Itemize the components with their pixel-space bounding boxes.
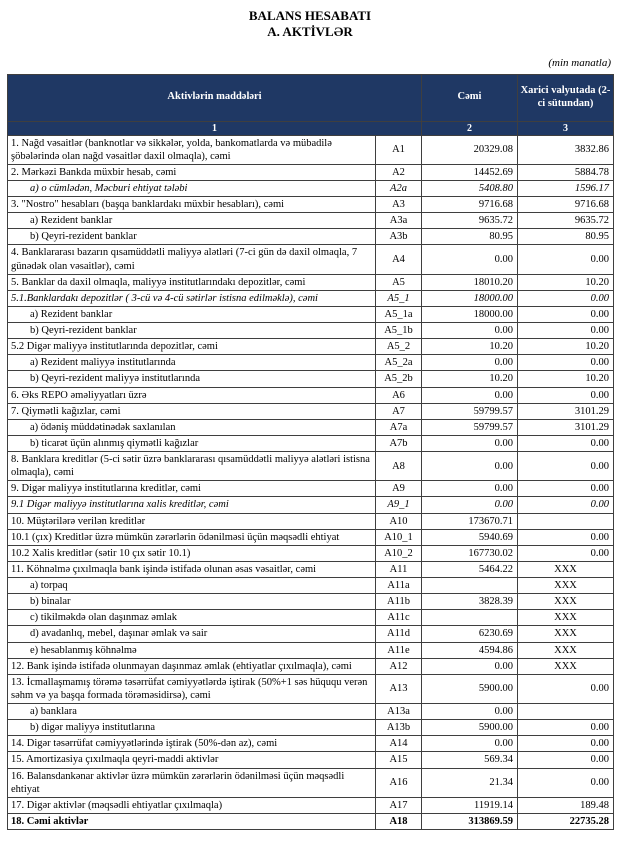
row-code: A5_2 xyxy=(376,339,422,355)
table-row xyxy=(8,704,614,720)
row-label: a) Rezident banklar xyxy=(8,213,376,229)
table-row xyxy=(8,435,614,451)
table-row xyxy=(8,274,614,290)
row-code: A13b xyxy=(376,720,422,736)
row-foreign: 10.20 xyxy=(518,339,614,355)
row-code: A5_1b xyxy=(376,323,422,339)
table-row xyxy=(8,197,614,213)
row-label: 9.1 Digər maliyyə institutlarına xalis kreditlər, cəmi xyxy=(8,497,376,513)
table-row xyxy=(8,658,614,674)
row-foreign: XXX xyxy=(518,658,614,674)
row-total: 0.00 xyxy=(422,736,518,752)
row-foreign: XXX xyxy=(518,594,614,610)
row-label: b) Qeyri-rezident banklar xyxy=(8,229,376,245)
row-code: A14 xyxy=(376,736,422,752)
table-row xyxy=(8,306,614,322)
row-label: 4. Banklararası bazarın qısamüddətli maliyyə alətləri (7-ci gün də daxil olmaqla, 7 günədək olan vəsaitlər), cəmi xyxy=(8,245,376,274)
row-label: 9. Digər maliyyə institutlarına kreditlər, cəmi xyxy=(8,481,376,497)
row-label: b) digər maliyyə institutlarına xyxy=(8,720,376,736)
row-foreign: 0.00 xyxy=(518,306,614,322)
row-foreign: 0.00 xyxy=(518,752,614,768)
row-label: 5.2 Digər maliyyə institutlarında depozitlər, cəmi xyxy=(8,339,376,355)
table-row xyxy=(8,561,614,577)
row-foreign: 0.00 xyxy=(518,355,614,371)
table-header xyxy=(8,74,614,135)
row-label: 12. Bank işində istifadə olunmayan daşınmaz əmlak (ehtiyatlar çıxılmaqla), cəmi xyxy=(8,658,376,674)
table-row xyxy=(8,452,614,481)
table-row xyxy=(8,323,614,339)
row-code: A7 xyxy=(376,403,422,419)
row-code: A2a xyxy=(376,180,422,196)
row-total: 0.00 xyxy=(422,481,518,497)
table-row xyxy=(8,513,614,529)
row-total: 18000.00 xyxy=(422,290,518,306)
row-total: 59799.57 xyxy=(422,403,518,419)
row-code: A6 xyxy=(376,387,422,403)
row-label: a) ödəniş müddətinədək saxlanılan xyxy=(8,419,376,435)
table-row xyxy=(8,720,614,736)
row-label: 7. Qiymətli kağızlar, cəmi xyxy=(8,403,376,419)
row-code: A9 xyxy=(376,481,422,497)
row-foreign: 0.00 xyxy=(518,481,614,497)
table-row xyxy=(8,642,614,658)
row-foreign: 0.00 xyxy=(518,452,614,481)
row-code: A2 xyxy=(376,164,422,180)
row-label: b) Qeyri-rezident maliyyə institutlarında xyxy=(8,371,376,387)
title-line-2: A. AKTİVLƏR xyxy=(267,24,353,40)
row-label: 17. Digər aktivlər (məqsədli ehtiyatlar çıxılmaqla) xyxy=(8,797,376,813)
row-code: A11a xyxy=(376,578,422,594)
document-title xyxy=(7,8,613,41)
row-total: 4594.86 xyxy=(422,642,518,658)
header-items: Aktivlərin maddələri xyxy=(8,74,422,121)
row-total xyxy=(422,578,518,594)
row-foreign: 0.00 xyxy=(518,497,614,513)
row-code: A13 xyxy=(376,674,422,703)
row-total: 6230.69 xyxy=(422,626,518,642)
row-label: a) torpaq xyxy=(8,578,376,594)
row-label: 6. Əks REPO əməliyyatları üzrə xyxy=(8,387,376,403)
row-code: A5_1a xyxy=(376,306,422,322)
table-row xyxy=(8,245,614,274)
table-row xyxy=(8,339,614,355)
row-code: A10 xyxy=(376,513,422,529)
table-row xyxy=(8,387,614,403)
row-total: 3828.39 xyxy=(422,594,518,610)
table-row xyxy=(8,626,614,642)
row-foreign: 5884.78 xyxy=(518,164,614,180)
row-label: 16. Balansdankənar aktivlər üzrə mümkün zərərlərin ödənilməsi üçün məqsədli ehtiyat xyxy=(8,768,376,797)
row-total: 0.00 xyxy=(422,435,518,451)
row-foreign: 0.00 xyxy=(518,529,614,545)
row-foreign: 189.48 xyxy=(518,797,614,813)
row-label: 5. Banklar da daxil olmaqla, maliyyə institutlarındakı depozitlər, cəmi xyxy=(8,274,376,290)
row-foreign: 10.20 xyxy=(518,274,614,290)
row-code: A11e xyxy=(376,642,422,658)
row-label: 2. Mərkəzi Bankda müxbir hesab, cəmi xyxy=(8,164,376,180)
table-row xyxy=(8,371,614,387)
row-label: a) Rezident maliyyə institutlarında xyxy=(8,355,376,371)
row-total: 20329.08 xyxy=(422,135,518,164)
table-body xyxy=(8,135,614,830)
row-code: A10_1 xyxy=(376,529,422,545)
title-line-1: BALANS HESABATI xyxy=(248,8,372,23)
row-foreign: XXX xyxy=(518,626,614,642)
row-foreign: 22735.28 xyxy=(518,813,614,829)
row-total: 5900.00 xyxy=(422,674,518,703)
row-foreign: 3101.29 xyxy=(518,419,614,435)
row-label: 14. Digər təsərrüfat cəmiyyətlərində iştirak (50%-dən az), cəmi xyxy=(8,736,376,752)
header-colnum-1: 1 xyxy=(8,121,422,135)
row-foreign: 0.00 xyxy=(518,768,614,797)
row-total: 0.00 xyxy=(422,355,518,371)
row-code: A4 xyxy=(376,245,422,274)
balance-table xyxy=(7,74,614,831)
table-row xyxy=(8,797,614,813)
row-foreign: 0.00 xyxy=(518,545,614,561)
row-foreign: 0.00 xyxy=(518,245,614,274)
table-row xyxy=(8,752,614,768)
table-row xyxy=(8,768,614,797)
row-label: b) ticarət üçün alınmış qiymətli kağızlar xyxy=(8,435,376,451)
row-foreign: XXX xyxy=(518,561,614,577)
row-label: a) o cümlədən, Məcburi ehtiyat tələbi xyxy=(8,180,376,196)
row-foreign: 0.00 xyxy=(518,435,614,451)
row-total: 5900.00 xyxy=(422,720,518,736)
row-total: 5940.69 xyxy=(422,529,518,545)
row-foreign: 80.95 xyxy=(518,229,614,245)
table-row xyxy=(8,481,614,497)
row-code: A7a xyxy=(376,419,422,435)
row-total: 21.34 xyxy=(422,768,518,797)
table-row xyxy=(8,674,614,703)
row-foreign: 9716.68 xyxy=(518,197,614,213)
row-label: b) Qeyri-rezident banklar xyxy=(8,323,376,339)
row-foreign: 10.20 xyxy=(518,371,614,387)
row-total: 5408.80 xyxy=(422,180,518,196)
row-code: A9_1 xyxy=(376,497,422,513)
header-colnum-2: 2 xyxy=(422,121,518,135)
row-total: 80.95 xyxy=(422,229,518,245)
row-code: A3b xyxy=(376,229,422,245)
row-foreign: 0.00 xyxy=(518,674,614,703)
table-row xyxy=(8,545,614,561)
row-total: 18000.00 xyxy=(422,306,518,322)
row-label: 5.1.Banklardakı depozitlər ( 3-cü və 4-cü sətirlər istisna edilməklə), cəmi xyxy=(8,290,376,306)
table-row xyxy=(8,403,614,419)
row-total: 0.00 xyxy=(422,245,518,274)
row-code: A8 xyxy=(376,452,422,481)
row-label: 11. Köhnəlmə çıxılmaqla bank işində istifadə olunan əsas vəsaitlər, cəmi xyxy=(8,561,376,577)
row-code: A13a xyxy=(376,704,422,720)
row-code: A12 xyxy=(376,658,422,674)
table-row xyxy=(8,813,614,829)
row-code: A5_2a xyxy=(376,355,422,371)
row-total: 10.20 xyxy=(422,339,518,355)
row-total: 0.00 xyxy=(422,387,518,403)
row-foreign: 0.00 xyxy=(518,290,614,306)
row-foreign: 3832.86 xyxy=(518,135,614,164)
row-code: A3 xyxy=(376,197,422,213)
row-code: A11c xyxy=(376,610,422,626)
row-code: A5_2b xyxy=(376,371,422,387)
table-row xyxy=(8,213,614,229)
table-row xyxy=(8,736,614,752)
row-label: 3. "Nostro" hesabları (başqa banklardakı müxbir hesabları), cəmi xyxy=(8,197,376,213)
row-foreign: 1596.17 xyxy=(518,180,614,196)
row-total: 5464.22 xyxy=(422,561,518,577)
row-foreign: 0.00 xyxy=(518,387,614,403)
row-total xyxy=(422,610,518,626)
row-label: 1. Nağd vəsaitlər (banknotlar və sikkələr, yolda, bankomatlarda və mübadilə şöbələrində olan nağd vəsaitlər daxil olmaqla), cəmi xyxy=(8,135,376,164)
row-label: c) tikilməkdə olan daşınmaz əmlak xyxy=(8,610,376,626)
row-total: 9635.72 xyxy=(422,213,518,229)
row-code: A10_2 xyxy=(376,545,422,561)
row-code: A16 xyxy=(376,768,422,797)
row-code: A15 xyxy=(376,752,422,768)
table-row xyxy=(8,135,614,164)
header-foreign: Xarici valyutada (2-ci sütundan) xyxy=(518,74,614,121)
table-row xyxy=(8,164,614,180)
header-total: Cəmi xyxy=(422,74,518,121)
row-foreign xyxy=(518,513,614,529)
table-row xyxy=(8,529,614,545)
row-code: A7b xyxy=(376,435,422,451)
row-foreign: 9635.72 xyxy=(518,213,614,229)
table-row xyxy=(8,355,614,371)
row-total: 0.00 xyxy=(422,658,518,674)
header-colnum-3: 3 xyxy=(518,121,614,135)
unit-note: (min manatla) xyxy=(548,56,611,69)
row-total: 173670.71 xyxy=(422,513,518,529)
row-label: b) binalar xyxy=(8,594,376,610)
row-total: 0.00 xyxy=(422,704,518,720)
row-code: A11 xyxy=(376,561,422,577)
row-label: a) Rezident banklar xyxy=(8,306,376,322)
table-row xyxy=(8,419,614,435)
row-total: 14452.69 xyxy=(422,164,518,180)
row-foreign: 3101.29 xyxy=(518,403,614,419)
row-code: A18 xyxy=(376,813,422,829)
table-row xyxy=(8,610,614,626)
row-total: 11919.14 xyxy=(422,797,518,813)
row-total: 167730.02 xyxy=(422,545,518,561)
row-code: A11b xyxy=(376,594,422,610)
row-label: 10. Müştərilərə verilən kreditlər xyxy=(8,513,376,529)
row-foreign: XXX xyxy=(518,642,614,658)
row-foreign xyxy=(518,704,614,720)
table-row xyxy=(8,180,614,196)
row-total: 0.00 xyxy=(422,323,518,339)
table-row xyxy=(8,578,614,594)
row-total: 18010.20 xyxy=(422,274,518,290)
row-foreign: 0.00 xyxy=(518,720,614,736)
row-code: A5_1 xyxy=(376,290,422,306)
row-label: d) avadanlıq, mebel, daşınar əmlak və sair xyxy=(8,626,376,642)
row-label: 18. Cəmi aktivlər xyxy=(8,813,376,829)
row-total: 9716.68 xyxy=(422,197,518,213)
table-row xyxy=(8,229,614,245)
table-row xyxy=(8,290,614,306)
row-label: 8. Banklara kreditlər (5-ci sətir üzrə banklararası qısamüddətli maliyyə alətləri istisna olmaqla), cəmi xyxy=(8,452,376,481)
row-total: 10.20 xyxy=(422,371,518,387)
row-label: 10.2 Xalis kreditlər (sətir 10 çıx sətir 10.1) xyxy=(8,545,376,561)
row-label: e) hesablanmış köhnəlmə xyxy=(8,642,376,658)
row-label: a) banklara xyxy=(8,704,376,720)
row-code: A1 xyxy=(376,135,422,164)
row-code: A3a xyxy=(376,213,422,229)
row-total: 0.00 xyxy=(422,452,518,481)
row-code: A5 xyxy=(376,274,422,290)
row-total: 569.34 xyxy=(422,752,518,768)
row-foreign: XXX xyxy=(518,610,614,626)
row-code: A11d xyxy=(376,626,422,642)
row-label: 15. Amortizasiya çıxılmaqla qeyri-maddi aktivlər xyxy=(8,752,376,768)
table-row xyxy=(8,497,614,513)
row-total: 0.00 xyxy=(422,497,518,513)
row-foreign: XXX xyxy=(518,578,614,594)
row-label: 10.1 (çıx) Kreditlər üzrə mümkün zərərlərin ödənilməsi üçün məqsədli ehtiyat xyxy=(8,529,376,545)
row-foreign: 0.00 xyxy=(518,323,614,339)
row-label: 13. İcmallaşmamış törəmə təsərrüfat cəmiyyətlərdə iştirak (50%+1 səs hüququ verən səhm və ya başqa formada törəməsidirsə), cəmi xyxy=(8,674,376,703)
row-total: 59799.57 xyxy=(422,419,518,435)
row-code: A17 xyxy=(376,797,422,813)
table-row xyxy=(8,594,614,610)
row-total: 313869.59 xyxy=(422,813,518,829)
row-foreign: 0.00 xyxy=(518,736,614,752)
